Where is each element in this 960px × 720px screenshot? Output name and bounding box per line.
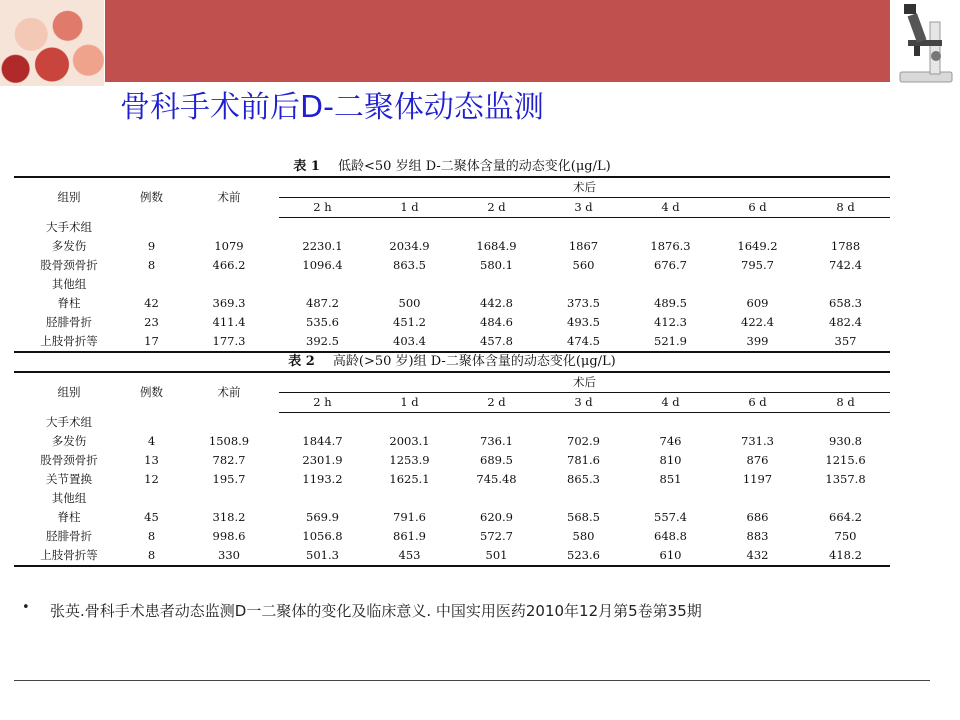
postop-cell [540,218,627,238]
cases-cell: 12 [144,472,159,486]
cases-cell [124,489,179,508]
postop-cell: 810 [659,453,682,467]
cases-cell: 8 [147,529,156,543]
postop-cell: 745.48 [476,472,517,486]
table-row [14,527,890,546]
preop-cell: 177.3 [179,332,279,352]
table1-header-time: 2 d [453,198,540,218]
table2-header-time: 2 d [453,393,540,413]
table-row [14,294,890,313]
table2-header-time: 3 d [540,393,627,413]
postop-cell: 2034.9 [389,239,430,253]
page-title: 骨科手术前后D-二聚体动态监测 [120,90,544,125]
postop-cell [453,275,540,294]
table1-header-time: 3 d [540,198,627,218]
postop-cell [714,413,801,433]
postop-cell [627,413,714,433]
postop-cell: 1253.9 [389,453,430,467]
preop-cell: 369.3 [212,296,246,310]
table-row [14,470,890,489]
postop-cell [279,218,366,238]
postop-cell: 1197 [742,472,773,486]
postop-cell: 501 [453,546,540,566]
postop-cell: 2301.9 [302,453,343,467]
postop-cell: 1096.4 [302,258,343,272]
postop-cell [366,413,453,433]
postop-cell: 521.9 [627,332,714,352]
postop-cell [714,275,801,294]
postop-cell: 742.4 [829,258,862,272]
preop-cell: 330 [179,546,279,566]
postop-cell [627,489,714,508]
table2-header-time: 4 d [627,393,714,413]
group-cell: 关节置换 [46,472,92,486]
table-row [14,432,890,451]
postop-cell: 422.4 [741,315,774,329]
postop-cell [627,275,714,294]
postop-cell: 664.2 [829,510,862,524]
postop-cell: 676.7 [654,258,687,272]
table1-caption-text: 低龄<50 岁组 D-二聚体含量的动态变化(μg/L) [338,159,611,174]
postop-cell [714,218,801,238]
postop-cell [801,489,890,508]
postop-cell [453,489,540,508]
postop-cell: 689.5 [480,453,513,467]
postop-cell [714,489,801,508]
postop-cell: 865.3 [567,472,600,486]
table1-header-time: 2 h [279,198,366,218]
footer-divider [14,680,930,681]
postop-cell: 1649.2 [737,239,778,253]
postop-cell: 418.2 [801,546,890,566]
postop-cell: 1193.2 [302,472,343,486]
postop-cell: 861.9 [393,529,426,543]
postop-cell [453,218,540,238]
postop-cell: 568.5 [567,510,600,524]
table-row [14,489,890,508]
table-row [14,218,890,238]
postop-cell: 620.9 [480,510,513,524]
cases-cell: 23 [144,315,159,329]
table1-header-time: 6 d [714,198,801,218]
microscope-icon [890,0,960,86]
postop-cell: 609 [746,296,769,310]
postop-cell [801,275,890,294]
postop-cell: 731.3 [741,434,774,448]
postop-cell: 1788 [830,239,861,253]
postop-cell: 736.1 [480,434,513,448]
group-cell: 胫腓骨折 [46,529,92,543]
table1-header-time: 4 d [627,198,714,218]
postop-cell [453,413,540,433]
postop-cell: 493.5 [567,315,600,329]
postop-cell: 451.2 [393,315,426,329]
preop-cell: 411.4 [212,315,246,329]
postop-cell: 1056.8 [302,529,343,543]
postop-cell: 1625.1 [389,472,430,486]
postop-cell [366,275,453,294]
cases-cell: 8 [147,258,156,272]
postop-cell [540,275,627,294]
table1-header-post: 术后 [279,177,890,198]
table-row [14,413,890,433]
preop-cell: 998.6 [212,529,246,543]
postop-cell: 781.6 [567,453,600,467]
group-cell: 脊柱 [57,296,81,310]
table2 [14,371,890,567]
postop-cell: 686 [746,510,769,524]
postop-cell [540,413,627,433]
postop-cell: 1844.7 [302,434,343,448]
table2-header-pre: 术前 [179,372,279,413]
postop-cell: 501.3 [279,546,366,566]
preop-cell: 195.7 [212,472,246,486]
postop-cell [366,489,453,508]
cases-cell: 13 [144,453,159,467]
table1-header-time: 1 d [366,198,453,218]
table-row [14,451,890,470]
postop-cell [279,489,366,508]
postop-cell: 432 [714,546,801,566]
postop-cell: 535.6 [306,315,339,329]
table1-header-group: 组别 [14,177,124,218]
cases-cell: 42 [144,296,159,310]
group-cell: 大手术组 [46,219,92,234]
cases-cell: 4 [147,434,156,448]
table1-header-cases: 例数 [124,177,179,218]
postop-cell: 580.1 [480,258,513,272]
table-row [14,313,890,332]
postop-cell: 357 [801,332,890,352]
postop-cell: 392.5 [279,332,366,352]
table2-header-cases: 例数 [124,372,179,413]
preop-cell: 318.2 [212,510,246,524]
table2-header-group: 组别 [14,372,124,413]
preop-cell [179,275,279,294]
postop-cell: 876 [746,453,769,467]
table-row [14,275,890,294]
cases-cell: 45 [144,510,159,524]
cases-cell [124,275,179,294]
group-cell: 股骨颈骨折 [40,453,98,467]
cases-cell [124,218,179,238]
table1-header-pre: 术前 [179,177,279,218]
postop-cell: 500 [398,296,421,310]
postop-cell: 791.6 [393,510,426,524]
postop-cell: 648.8 [654,529,687,543]
postop-cell [366,218,453,238]
table2-header-time: 6 d [714,393,801,413]
preop-cell: 1508.9 [208,434,250,448]
postop-cell: 580 [572,529,595,543]
group-cell: 股骨颈骨折 [40,258,98,272]
table2-header-time: 1 d [366,393,453,413]
reference-citation: 张英.骨科手术患者动态监测D一二聚体的变化及临床意义. 中国实用医药2010年12月第5卷第35期 [50,602,702,620]
table-figure [14,158,890,570]
table2-header-time: 8 d [801,393,890,413]
table2-header-post: 术后 [279,372,890,393]
preop-cell [179,489,279,508]
group-cell: 大手术组 [46,414,92,429]
postop-cell: 403.4 [366,332,453,352]
postop-cell: 1867 [568,239,599,253]
postop-cell [801,413,890,433]
postop-cell: 851 [659,472,682,486]
preop-cell: 782.7 [212,453,246,467]
table-row [14,332,890,352]
preop-cell [179,218,279,238]
preop-cell [179,413,279,433]
postop-cell [279,413,366,433]
header-banner [105,0,890,82]
table2-caption-text: 高龄(>50 岁)组 D-二聚体含量的动态变化(μg/L) [332,354,616,369]
table1 [14,176,890,353]
postop-cell: 2003.1 [389,434,430,448]
postop-cell [627,218,714,238]
preop-cell: 1079 [214,239,244,253]
postop-cell: 474.5 [540,332,627,352]
cases-cell: 9 [147,239,156,253]
cases-cell: 17 [124,332,179,352]
table-row [14,508,890,527]
postop-cell: 557.4 [654,510,687,524]
table2-caption [14,353,890,371]
table1-header-time: 8 d [801,198,890,218]
postop-cell: 1684.9 [476,239,517,253]
microscope-image [890,0,960,86]
postop-cell [279,275,366,294]
table2-header-time: 2 h [279,393,366,413]
postop-cell: 863.5 [393,258,426,272]
group-cell: 上肢骨折等 [14,546,124,566]
postop-cell: 930.8 [829,434,862,448]
postop-cell: 560 [572,258,595,272]
postop-cell: 487.2 [306,296,339,310]
postop-cell: 750 [834,529,857,543]
postop-cell: 1876.3 [650,239,691,253]
postop-cell: 442.8 [480,296,513,310]
postop-cell: 569.9 [306,510,339,524]
postop-cell: 457.8 [453,332,540,352]
group-cell: 其他组 [51,491,87,505]
postop-cell: 746 [659,434,682,448]
postop-cell: 572.7 [480,529,513,543]
postop-cell: 523.6 [540,546,627,566]
table2-label: 表 2 [288,354,315,369]
postop-cell: 2230.1 [302,239,343,253]
group-cell: 多发伤 [51,239,87,253]
postop-cell: 883 [746,529,769,543]
group-cell: 脊柱 [57,510,81,524]
postop-cell: 399 [714,332,801,352]
postop-cell [540,489,627,508]
group-cell: 其他组 [51,277,87,291]
postop-cell: 373.5 [567,296,600,310]
postop-cell: 1215.6 [825,453,866,467]
postop-cell: 1357.8 [825,472,866,486]
cases-cell: 8 [124,546,179,566]
table-row [14,256,890,275]
blood-cells-image [0,0,104,86]
postop-cell: 412.3 [654,315,687,329]
table1-caption [14,158,890,176]
postop-cell: 482.4 [829,315,862,329]
preop-cell: 466.2 [212,258,246,272]
postop-cell: 484.6 [480,315,513,329]
postop-cell [801,218,890,238]
postop-cell: 610 [627,546,714,566]
postop-cell: 453 [366,546,453,566]
group-cell: 上肢骨折等 [14,332,124,352]
table-row [14,546,890,566]
postop-cell: 795.7 [741,258,774,272]
postop-cell: 658.3 [829,296,862,310]
postop-cell: 702.9 [567,434,600,448]
table-row [14,237,890,256]
table1-label: 表 1 [293,159,320,174]
group-cell: 胫腓骨折 [46,315,92,329]
cases-cell [124,413,179,433]
group-cell: 多发伤 [51,434,87,448]
reference-bullet: • [22,600,30,615]
postop-cell: 489.5 [654,296,687,310]
